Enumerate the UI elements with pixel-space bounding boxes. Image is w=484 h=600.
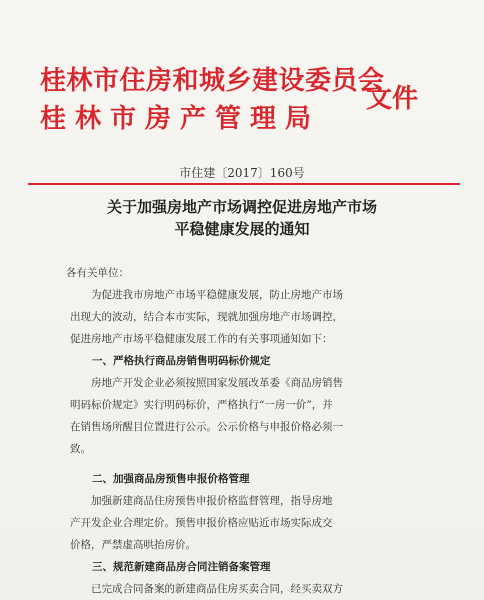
document-title [0, 196, 484, 240]
paragraph-line: 已完成合同备案的新建商品住房买卖合同，经买卖双方 [91, 583, 343, 595]
spacer [70, 460, 452, 468]
title-line-2: 平稳健康发展的通知 [174, 220, 310, 238]
section-heading: 一、严格执行商品房销售明码标价规定 [92, 355, 271, 367]
paragraph-line: 明码标价规定》实行明码标价，严格执行“一房一价”，并 [70, 399, 333, 411]
document-type: 文件 [366, 84, 419, 114]
section-heading: 二、加强商品房预售申报价格管理 [92, 473, 250, 485]
intro-line: 为促进我市房地产市场平稳健康发展，防止房地产市场 [91, 289, 343, 301]
paragraph-line: 房地产开发企业必须按照国家发展改革委《商品房销售 [91, 377, 343, 389]
paragraph-line: 致。 [70, 443, 91, 455]
issuing-org-line-1: 桂林市住房和城乡建设委员会 [40, 66, 385, 96]
intro-line: 促进房地产市场平稳健康发展工作的有关事项通知如下： [70, 333, 333, 345]
paragraph-line: 价格，严禁虚高哄抬房价。 [70, 539, 196, 551]
salutation: 各有关单位： [66, 267, 129, 279]
intro-line: 出现大的波动，结合本市实际，现就加强房地产市场调控， [70, 311, 343, 323]
section-heading: 三、规范新建商品房合同注销备案管理 [92, 561, 271, 573]
red-divider-line [28, 183, 460, 185]
issuing-org-line-2: 桂林市房产管理局 [40, 104, 321, 134]
document-header [40, 52, 460, 142]
paragraph-line: 产开发企业合理定价。预售申报价格应贴近市场实际成交 [70, 517, 333, 529]
document-body [66, 262, 452, 600]
paragraph-line: 在销售场所醒目位置进行公示。公示价格与申报价格必须一 [70, 421, 343, 433]
document-number: 市住建〔2017〕160号 [179, 166, 305, 180]
title-line-1: 关于加强房地产市场调控促进房地产市场 [106, 198, 377, 216]
paragraph-line: 加强新建商品住房预售申报价格监督管理，指导房地 [91, 495, 333, 507]
